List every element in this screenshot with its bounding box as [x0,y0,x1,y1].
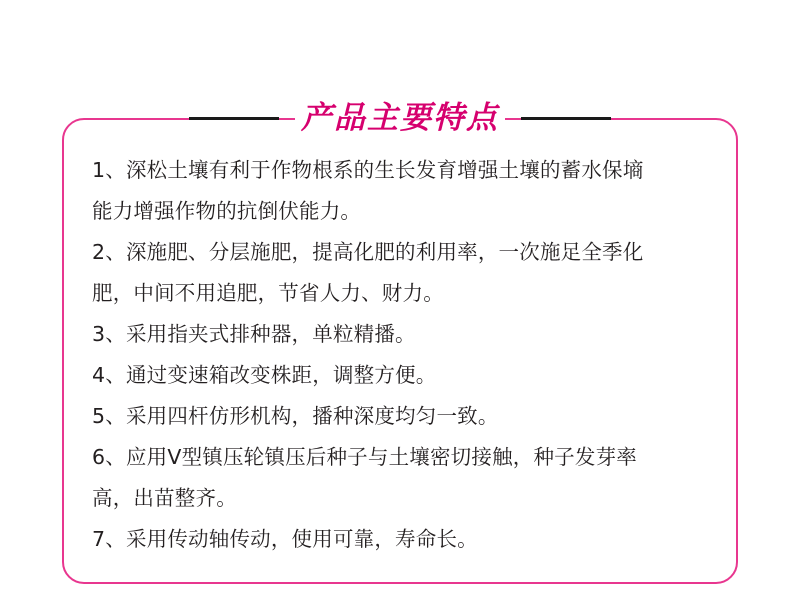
feature-list [92,150,740,560]
page-title: 产品主要特点 [295,103,505,134]
title-rule-left [189,117,279,120]
feature-line: 3、采用指夹式排种器，单粒精播。 [92,322,416,346]
feature-line: 肥，中间不用追肥，节省人力、财力。 [92,281,444,305]
title-rule-right [521,117,611,120]
feature-line: 高，出苗整齐。 [92,486,237,510]
feature-line: 能力增强作物的抗倒伏能力。 [92,199,362,223]
title-bar [62,96,738,140]
feature-line: 5、采用四杆仿形机构，播种深度均匀一致。 [92,404,499,428]
feature-line: 1、深松土壤有利于作物根系的生长发育增强土壤的蓄水保墒 [92,158,644,182]
feature-line: 7、采用传动轴传动，使用可靠，寿命长。 [92,527,478,551]
feature-line: 4、通过变速箱改变株距，调整方便。 [92,363,437,387]
feature-line: 2、深施肥、分层施肥，提高化肥的利用率，一次施足全季化 [92,240,644,264]
feature-line: 6、应用V型镇压轮镇压后种子与土壤密切接触，种子发芽率 [92,445,637,469]
